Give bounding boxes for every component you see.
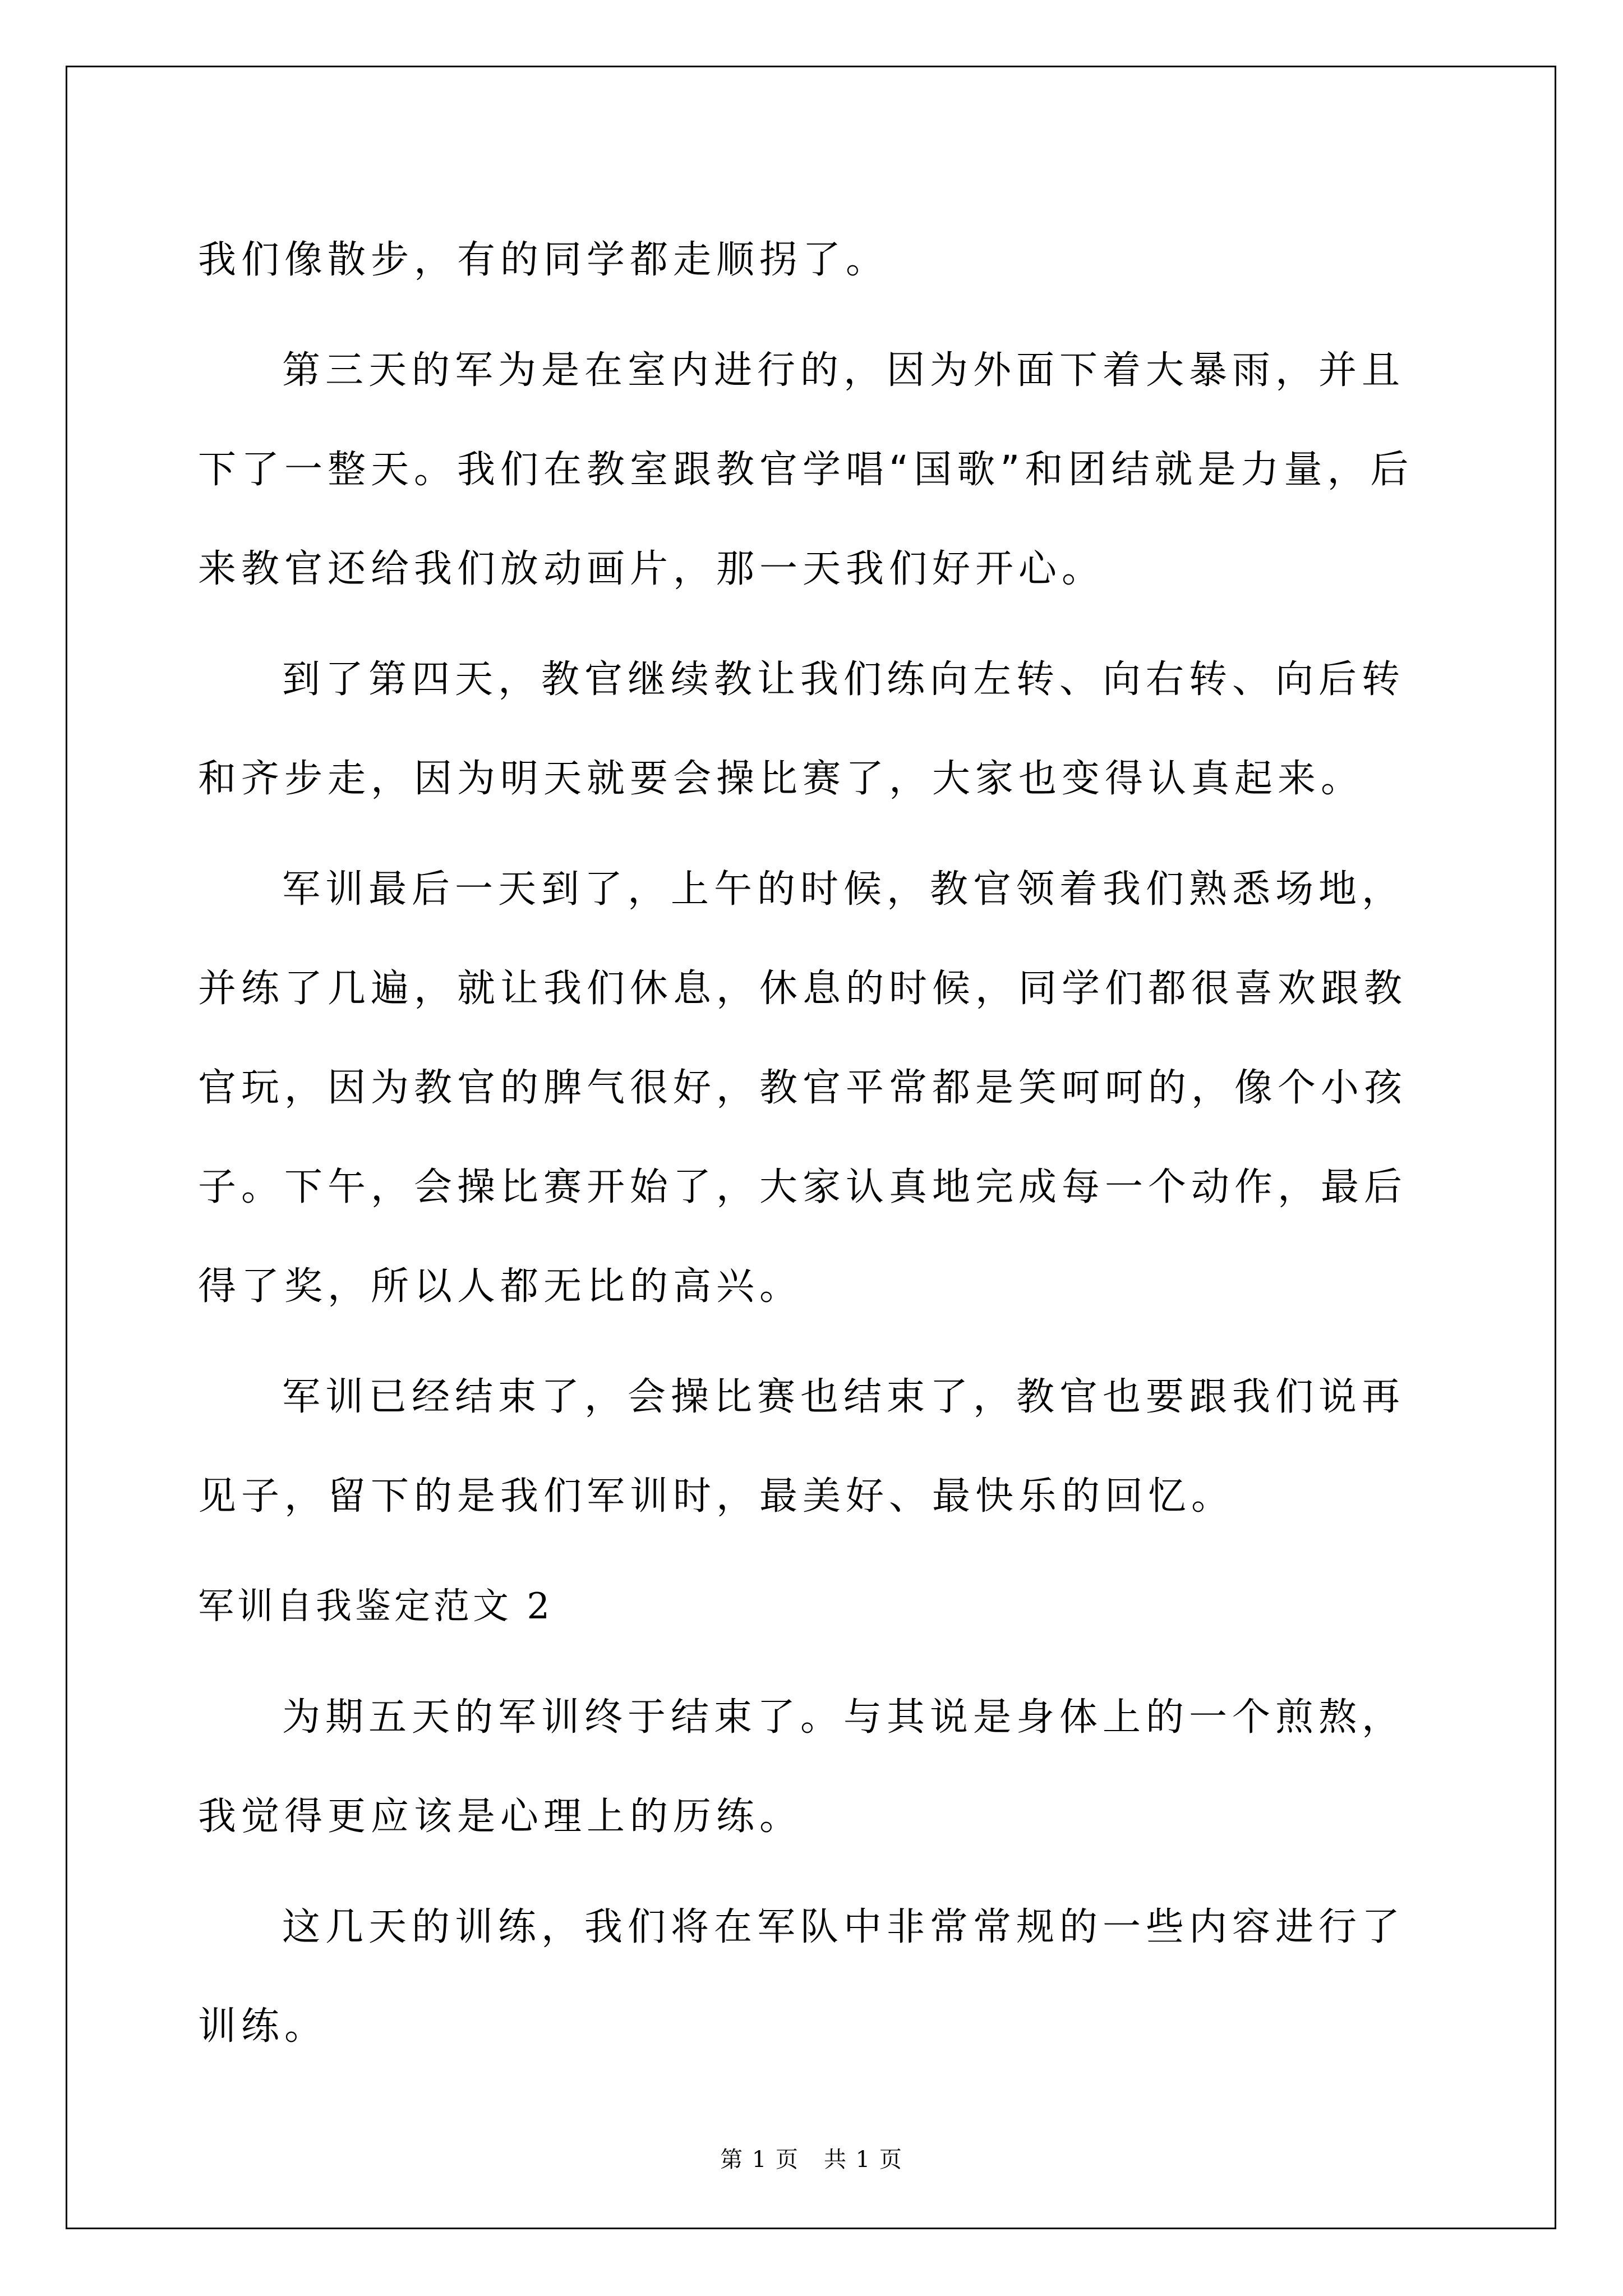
paragraph: 为期五天的军训终于结束了。与其说是身体上的一个煎熬，我觉得更应该是心理上的历练。 xyxy=(198,1695,1405,1839)
page-footer xyxy=(0,2142,1623,2174)
paragraph: 第三天的军为是在室内进行的，因为外面下着大暴雨，并且下了一整天。我们在教室跟教官学唱“国歌”和团结就是力量，后来教官还给我们放动画片，那一天我们好开心。 xyxy=(198,348,1414,591)
paragraph: 到了第四天，教官继续教让我们练向左转、向右转、向后转和齐步走，因为明天就要会操比赛了，大家也变得认真起来。 xyxy=(198,657,1405,801)
paragraph: 我们像散步，有的同学都走顺拐了。 xyxy=(198,238,889,282)
page-number: 第 1 页 xyxy=(720,2147,799,2173)
paragraph: 这几天的训练，我们将在军队中非常常规的一些内容进行了训练。 xyxy=(198,1905,1405,2049)
paragraph: 军训已经结束了，会操比赛也结束了，教官也要跟我们说再见子，留下的是我们军训时，最美好、最快乐的回忆。 xyxy=(198,1375,1405,1519)
section-heading: 军训自我鉴定范文 2 xyxy=(198,1586,554,1627)
paragraph: 军训最后一天到了，上午的时候，教官领着我们熟悉场地，并练了几遍，就让我们休息，休息的时候，同学们都很喜欢跟教官玩，因为教官的脾气很好，教官平常都是笑呵呵的，像个小孩子。下午，会操比赛开始了，大家认真地完成每一个动作，最后得了奖，所以人都无比的高兴。 xyxy=(198,867,1408,1309)
document-body xyxy=(198,210,1432,2087)
page-total: 共 1 页 xyxy=(824,2147,903,2173)
